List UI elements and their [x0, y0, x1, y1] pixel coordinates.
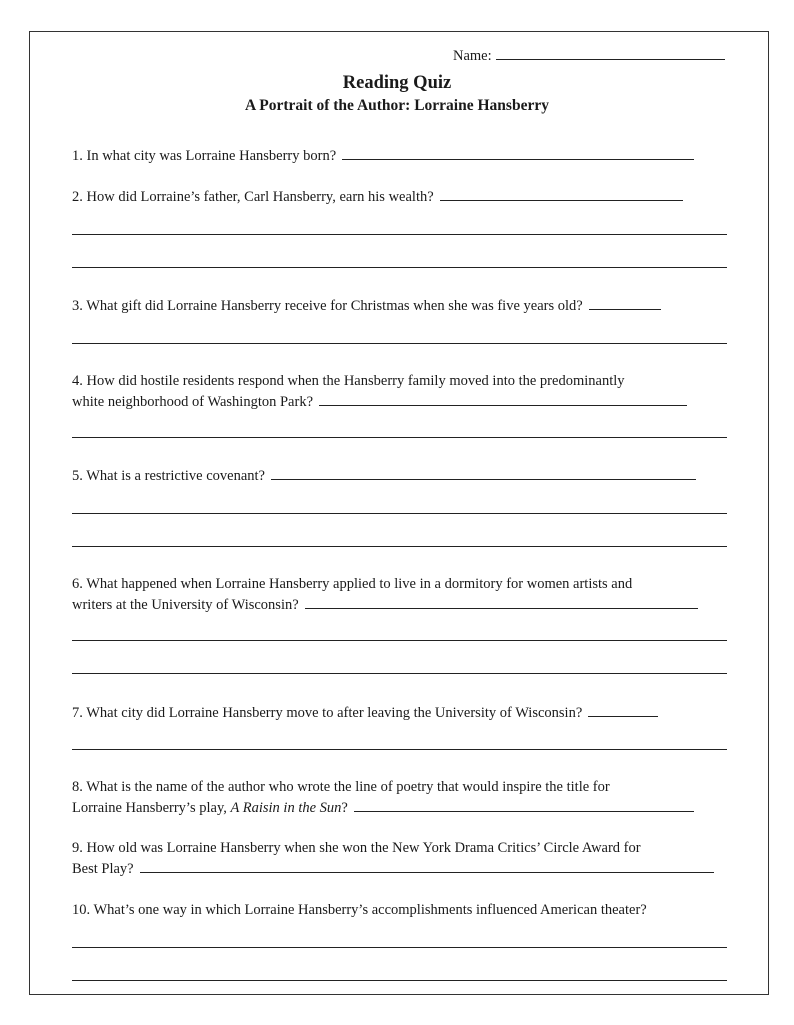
- question-8-text-line-1: 8. What is the name of the author who wrote the line of poetry that would inspire the title for: [72, 779, 610, 795]
- question-10-text: 10. What’s one way in which Lorraine Hansberry’s accomplishments influenced American theater?: [72, 902, 647, 918]
- question-8-text-line-2-suffix: ?: [341, 800, 348, 816]
- answer-3-blank[interactable]: [589, 295, 661, 310]
- question-4-text-line-1: 4. How did hostile residents respond when the Hansberry family moved into the predominantly: [72, 373, 625, 389]
- answer-2-line-2[interactable]: [72, 267, 727, 268]
- play-title: A Raisin in the Sun: [230, 800, 342, 816]
- question-4-text-line-2: white neighborhood of Washington Park?: [72, 394, 313, 410]
- question-4: [72, 371, 728, 412]
- answer-4-line-1[interactable]: [72, 437, 727, 438]
- question-2: [72, 186, 728, 207]
- answer-1-blank[interactable]: [342, 145, 694, 160]
- answer-3-line-1[interactable]: [72, 343, 727, 344]
- answer-8-blank[interactable]: [354, 797, 694, 812]
- quiz-title: Reading Quiz: [342, 73, 452, 93]
- question-1: [72, 145, 728, 166]
- question-3-text: 3. What gift did Lorraine Hansberry receive for Christmas when she was five years old?: [72, 298, 583, 314]
- question-1-text: 1. In what city was Lorraine Hansberry born?: [72, 148, 337, 164]
- question-9-text-line-2: Best Play?: [72, 861, 134, 877]
- answer-2-line-1[interactable]: [72, 234, 727, 235]
- answer-10-line-2[interactable]: [72, 980, 727, 981]
- answer-5-blank[interactable]: [271, 465, 696, 480]
- answer-4-blank[interactable]: [319, 391, 687, 406]
- question-10: [72, 900, 728, 920]
- answer-9-blank[interactable]: [140, 858, 714, 873]
- question-3: [72, 295, 728, 316]
- name-label: Name:: [453, 48, 492, 64]
- question-8-text-line-2-prefix: Lorraine Hansberry’s play,: [72, 800, 231, 816]
- answer-2-blank[interactable]: [440, 186, 683, 201]
- question-5: [72, 465, 728, 486]
- question-6-text-line-2: writers at the University of Wisconsin?: [72, 597, 299, 613]
- question-9-text-line-1: 9. How old was Lorraine Hansberry when she won the New York Drama Critics’ Circle Award for: [72, 840, 641, 856]
- answer-5-line-1[interactable]: [72, 513, 727, 514]
- answer-6-blank[interactable]: [305, 594, 698, 609]
- quiz-subtitle: A Portrait of the Author: Lorraine Hansberry: [245, 97, 549, 114]
- question-2-text: 2. How did Lorraine’s father, Carl Hansberry, earn his wealth?: [72, 189, 434, 205]
- question-5-text: 5. What is a restrictive covenant?: [72, 468, 265, 484]
- question-6: [72, 574, 728, 615]
- question-7-text: 7. What city did Lorraine Hansberry move to after leaving the University of Wisconsin?: [72, 705, 583, 721]
- question-9: [72, 838, 728, 879]
- answer-6-line-1[interactable]: [72, 640, 727, 641]
- answer-10-line-1[interactable]: [72, 947, 727, 948]
- question-8: [72, 777, 728, 818]
- answer-6-line-2[interactable]: [72, 673, 727, 674]
- answer-5-line-2[interactable]: [72, 546, 727, 547]
- name-row: [453, 45, 725, 65]
- question-7: [72, 702, 728, 723]
- question-6-text-line-1: 6. What happened when Lorraine Hansberry applied to live in a dormitory for women artists and: [72, 576, 633, 592]
- answer-7-blank[interactable]: [588, 702, 658, 717]
- name-field[interactable]: [496, 45, 725, 60]
- answer-7-line-1[interactable]: [72, 749, 727, 750]
